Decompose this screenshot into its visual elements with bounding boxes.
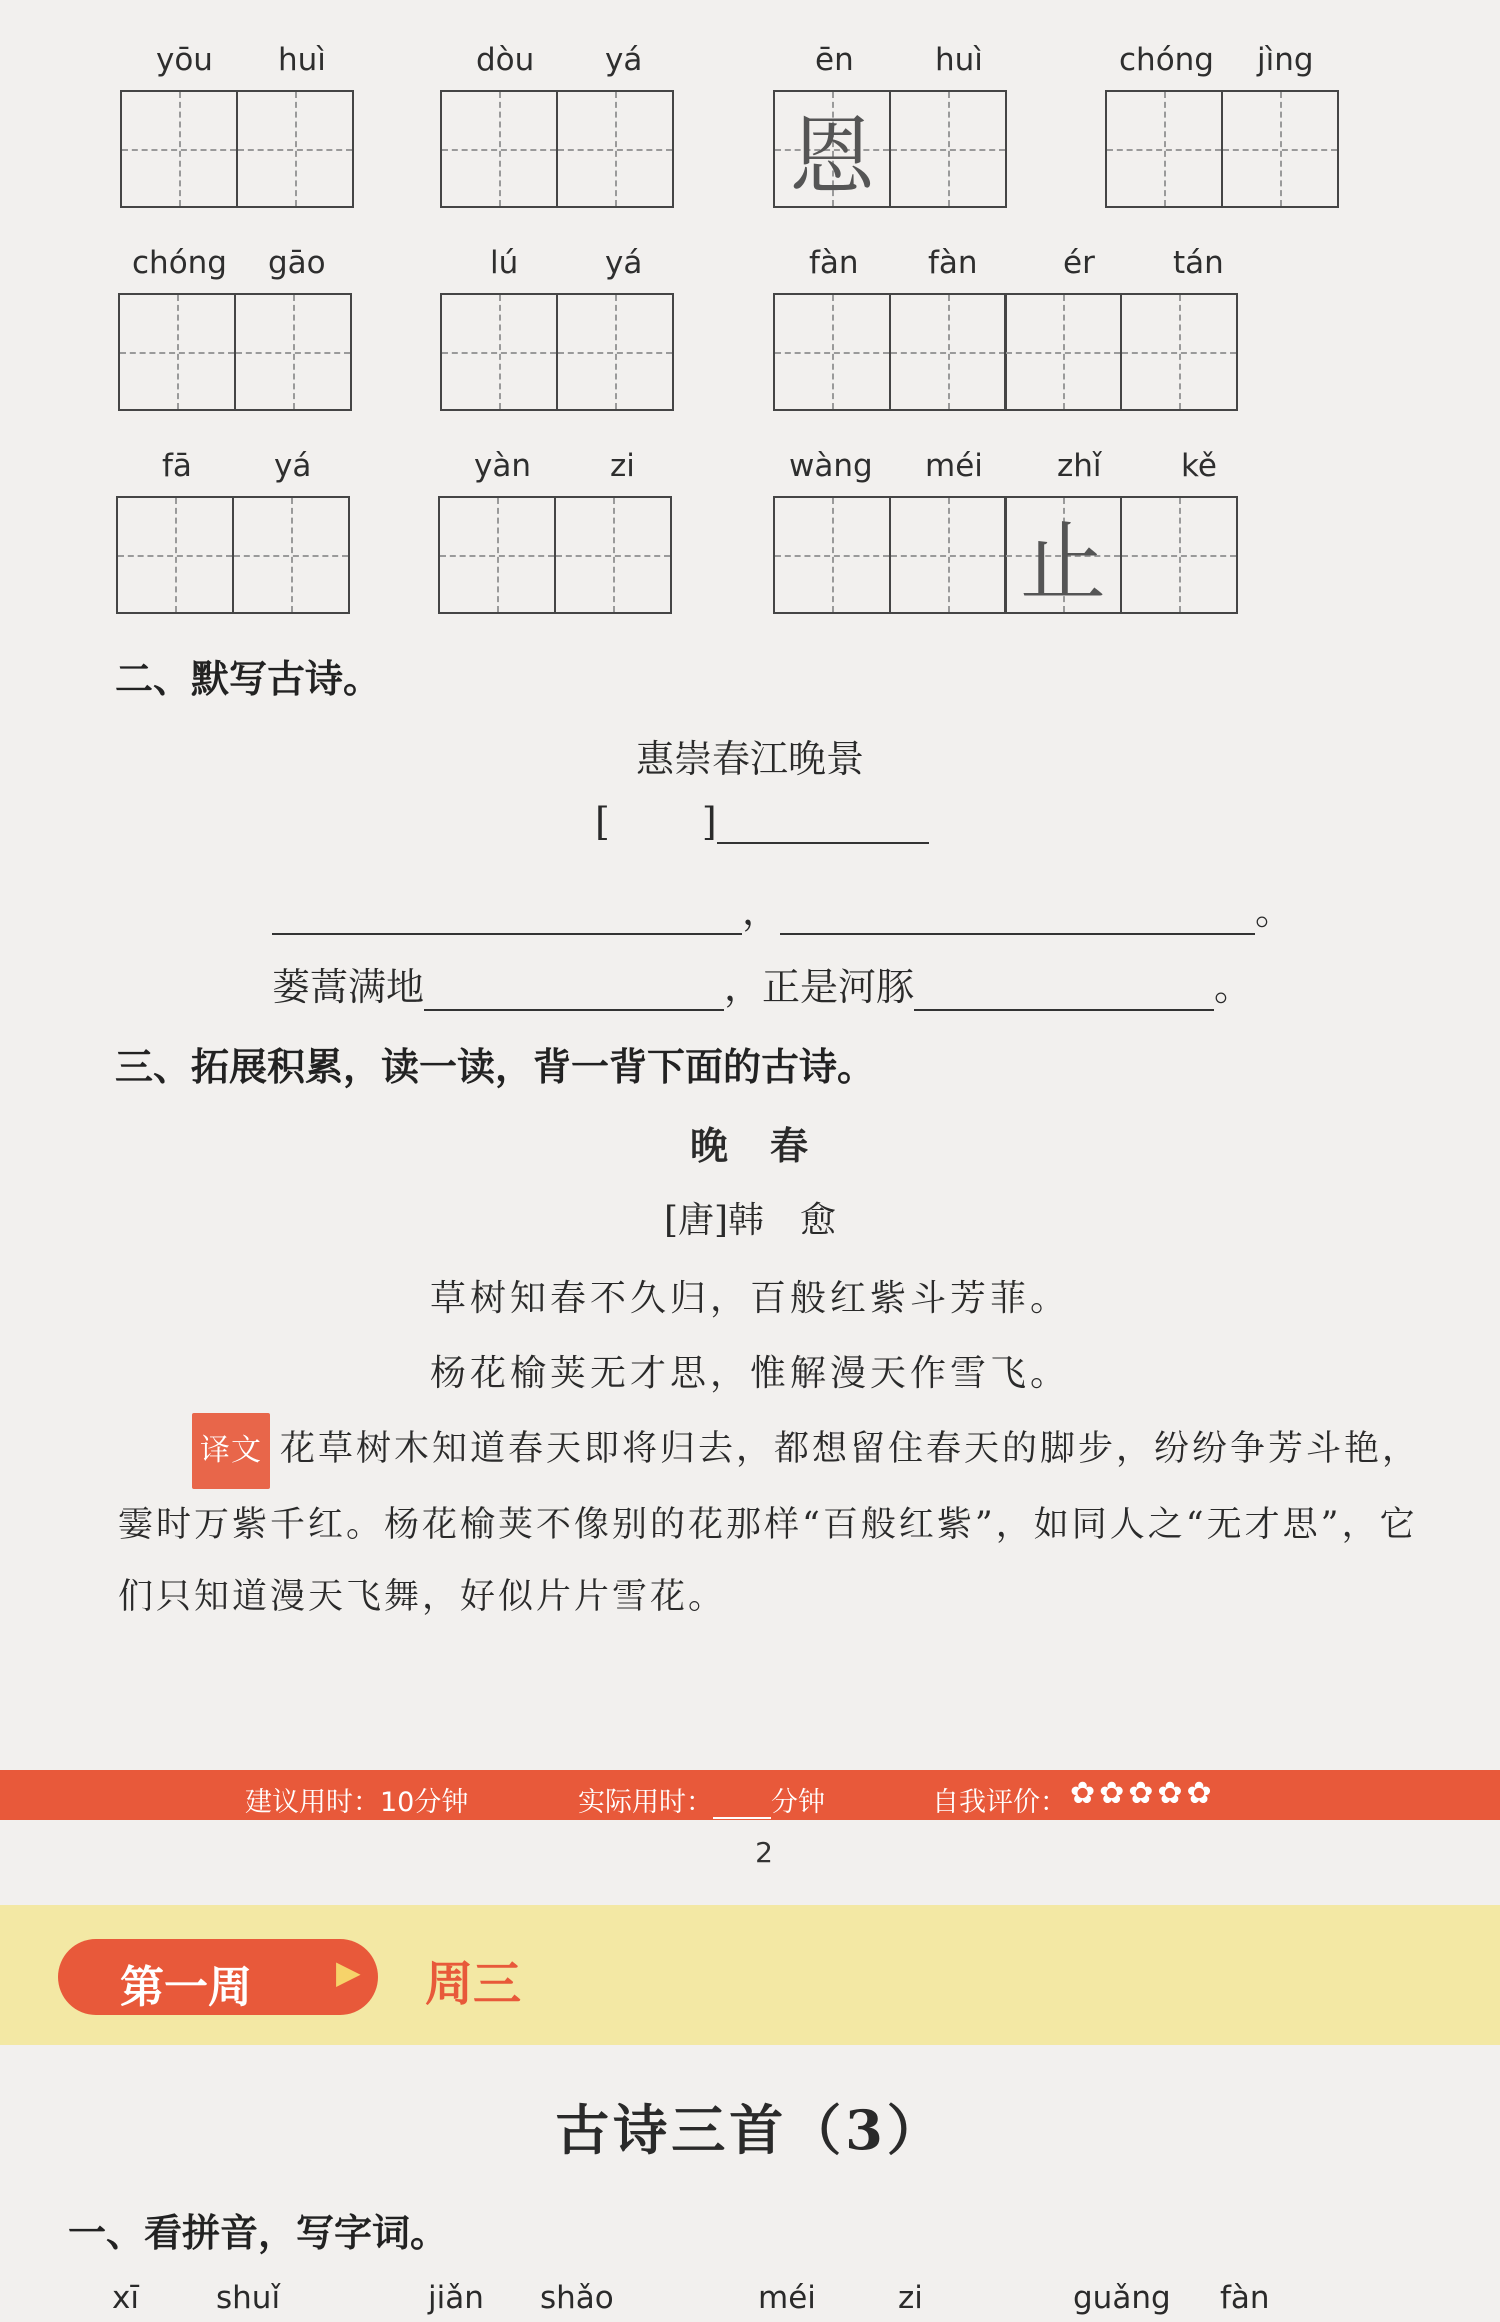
writing-cell[interactable] [1105,90,1223,208]
translation-paragraph [118,1413,1438,1633]
pinyin-syllable: fàn [1220,2280,1270,2316]
pinyin-syllable: tán [1173,245,1224,281]
writing-cell[interactable] [773,496,891,614]
word-group [440,42,680,208]
pinyin-syllable: fàn [809,245,859,281]
author-line [595,800,929,844]
word-group [773,448,1253,614]
next-pinyin-row [0,2280,1500,2320]
poem-text: 蒌蒿满地 [272,965,425,1009]
writing-cell[interactable] [773,293,891,411]
time-bar [0,1770,1500,1820]
poem-line-2: 蒌蒿满地 ，正是河豚 。 [272,965,1253,1009]
week-pill [58,1939,378,2015]
pinyin-syllable: guǎng [1073,2280,1171,2316]
pinyin-syllable: fàn [928,245,978,281]
fill-blank[interactable] [914,965,1214,1011]
bracket-right: ] [701,800,717,844]
pinyin-syllable: yàn [474,448,531,484]
translation-tag: 译文 [192,1413,270,1489]
next-section-1-heading: 一、看拼音，写字词。 [68,2211,449,2255]
writing-cell[interactable]: 止 [1004,496,1122,614]
word-group [773,42,1013,208]
fill-blank[interactable] [780,889,1255,935]
word-group [773,245,1253,411]
writing-cell[interactable] [116,496,234,614]
pinyin-syllable: kě [1181,448,1217,484]
writing-cell[interactable] [1120,496,1238,614]
bracket-left: [ [595,800,610,844]
pinyin-syllable: jìng [1257,42,1314,78]
poem-verse: 杨花榆荚无才思，惟解漫天作雪飞。 [429,1353,1070,1394]
pinyin-syllable: fā [162,448,192,484]
author-blank[interactable] [717,800,929,844]
actual-time: 实际用时： 分钟 [578,1787,825,1818]
pinyin-syllable: zi [898,2280,923,2316]
word-group [440,245,680,411]
pinyin-syllable: shǎo [540,2280,614,2316]
self-eval-label: 自我评价： [932,1787,1067,1818]
pinyin-syllable: huì [935,42,983,78]
writing-cell[interactable] [234,293,352,411]
pinyin-syllable: wàng [789,448,873,484]
writing-cell[interactable] [556,293,674,411]
writing-cell[interactable] [554,496,672,614]
writing-cell[interactable] [120,90,238,208]
actual-time-blank[interactable] [713,1791,771,1819]
translation-text: 花草树木知道春天即将归去，都想留住春天的脚步，纷纷争芳斗艳，霎时万紫千红。杨花榆荚不像别的花那样“百般红紫”，如同人之“无才思”，它们只知道漫天飞舞，好似片片雪花。 [118,1429,1421,1617]
pinyin-syllable: gāo [268,245,326,281]
poem-text: ，正是河豚 [724,965,915,1009]
pinyin-syllable: chóng [132,245,227,281]
pinyin-syllable: yōu [156,42,213,78]
suggested-time: 建议用时：10分钟 [245,1787,469,1818]
poem-title: 惠崇春江晚景 [635,737,864,781]
poem-title: 晚 春 [689,1123,810,1168]
writing-cell[interactable] [438,496,556,614]
word-group [1105,42,1345,208]
pinyin-syllable: jiǎn [428,2280,484,2316]
writing-cell[interactable] [1004,293,1122,411]
word-group [120,42,360,208]
word-group [116,448,356,614]
writing-cell[interactable] [556,90,674,208]
pinyin-syllable: méi [925,448,983,484]
pinyin-syllable: yá [605,245,643,281]
section-3-heading: 三、拓展积累，读一读，背一背下面的古诗。 [115,1045,876,1089]
word-group [438,448,678,614]
poem-author: [唐]韩 愈 [663,1200,837,1241]
pinyin-syllable: chóng [1119,42,1214,78]
pinyin-syllable: méi [758,2280,816,2316]
writing-cell[interactable] [889,293,1007,411]
word-group [118,245,358,411]
pinyin-syllable: shuǐ [216,2280,281,2316]
pinyin-syllable: zhǐ [1057,448,1102,484]
writing-cell[interactable] [118,293,236,411]
lesson-title: 古诗三首（3） [555,2098,945,2162]
pinyin-syllable: huì [278,42,326,78]
week-label: 第一周 [120,1962,252,2013]
pinyin-syllable: ér [1063,245,1095,281]
writing-cell[interactable] [236,90,354,208]
writing-cell[interactable] [889,496,1007,614]
pinyin-syllable: ēn [815,42,854,78]
section-2-heading: 二、默写古诗。 [115,657,382,701]
writing-cell[interactable] [440,90,558,208]
writing-cell[interactable]: 恩 [773,90,891,208]
rating-stars[interactable]: ✿✿✿✿✿ [1070,1776,1216,1811]
pinyin-syllable: zi [610,448,635,484]
writing-cell[interactable] [889,90,1007,208]
pinyin-syllable: lú [490,245,519,281]
writing-cell[interactable] [1120,293,1238,411]
pinyin-syllable: dòu [476,42,535,78]
poem-line-1: ， 。 [272,880,1293,935]
poem-verse: 草树知春不久归，百般红紫斗芳菲。 [429,1278,1070,1319]
writing-cell[interactable] [232,496,350,614]
fill-blank[interactable] [272,889,742,935]
pinyin-syllable: yá [605,42,643,78]
week-banner [0,1905,1500,2045]
writing-cell[interactable] [440,293,558,411]
pinyin-syllable: yá [274,448,312,484]
pinyin-syllable: xī [112,2280,139,2316]
weekday-label: 周三 [425,1956,522,2012]
writing-cell[interactable] [1221,90,1339,208]
fill-blank[interactable] [424,965,724,1011]
chevron-right-icon: ▶ [336,1953,361,1991]
page-number: 2 [755,1836,773,1869]
